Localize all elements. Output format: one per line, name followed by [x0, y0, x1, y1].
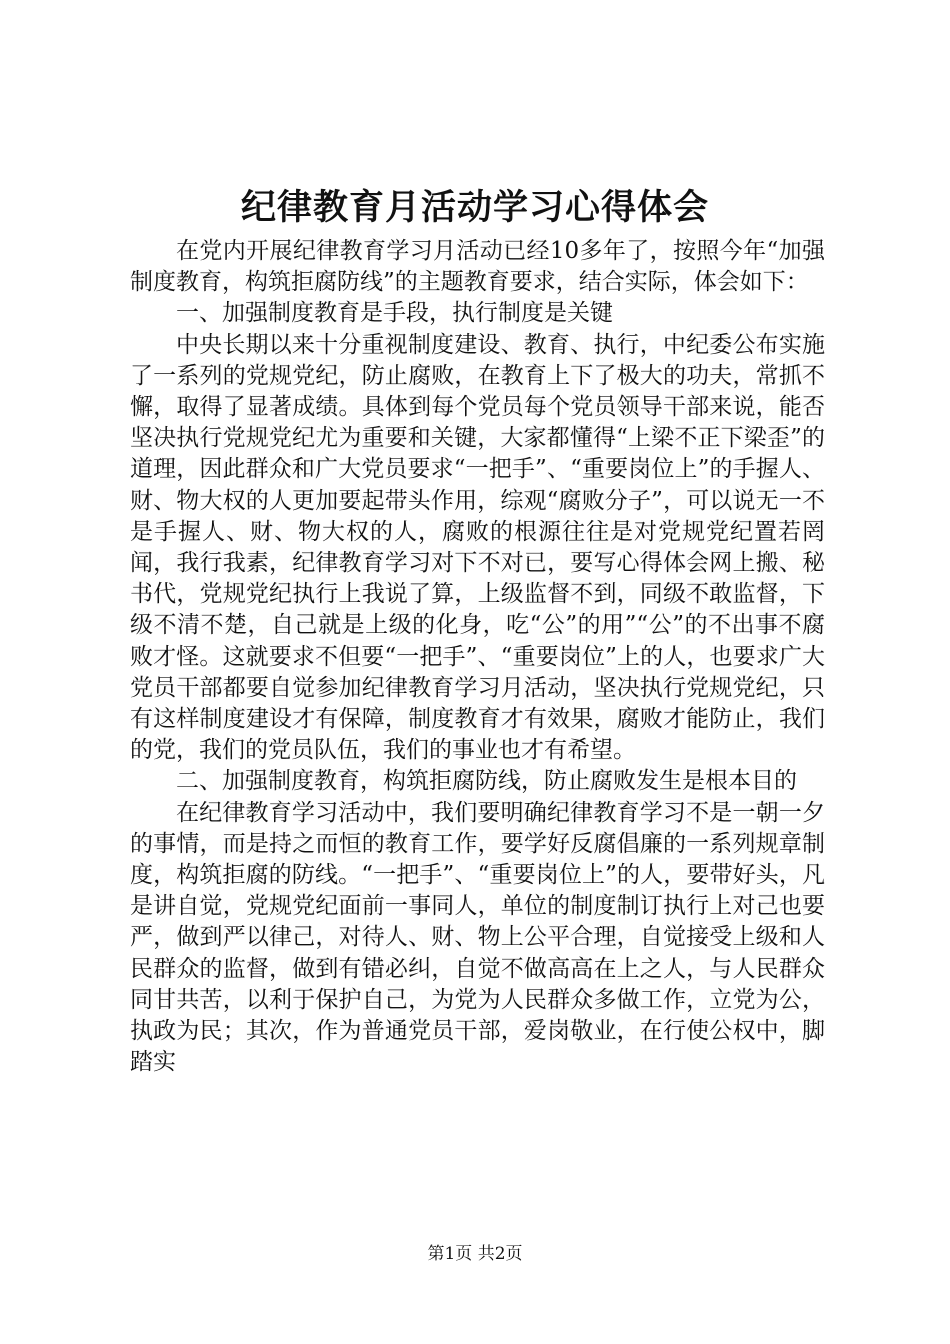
- body-paragraph-2: 在纪律教育学习活动中，我们要明确纪律教育学习不是一朝一夕的事情，而是持之而恒的教育工作，要学好反腐倡廉的一系列规章制度，构筑拒腐的防线。“一把手”、“重要岗位上”的人，要带好头，凡是讲自觉，党规党纪面前一事同人，单位的制度制订执行上对己也要严，做到严以律己，对待人、财、物上公平合理，自觉接受上级和人民群众的监督，做到有错必纠，自觉不做高高在上之人，与人民群众同甘共苦，以利于保护自己，为党为人民群众多做工作，立党为公，执政为民；其次，作为普通党员干部，爱岗敬业，在行使公权中，脚踏实: [130, 799, 825, 1076]
- intro-paragraph: 在党内开展纪律教育学习月活动已经10多年了，按照今年“加强制度教育，构筑拒腐防线”的主题教育要求，结合实际，体会如下：: [130, 238, 825, 296]
- document-title: 纪律教育月活动学习心得体会: [240, 187, 709, 228]
- body-paragraph-1: 中央长期以来十分重视制度建设、教育、执行，中纪委公布实施了一系列的党规党纪，防止腐败，在教育上下了极大的功夫，常抓不懈，取得了显著成绩。具体到每个党员每个党员领导干部来说，能否坚决执行党规党纪尤为重要和关键，大家都懂得“上梁不正下梁歪”的道理，因此群众和广大党员要求“一把手”、“重要岗位上”的手握人、财、物大权的人更加要起带头作用，综观“腐败分子”，可以说无一不是手握人、财、物大权的人，腐败的根源往往是对党规党纪置若罔闻，我行我素，纪律教育学习对下不对已，要写心得体会网上搬、秘书代，党规党纪执行上我说了算，上级监督不到，同级不敢监督，下级不清不楚，自己就是上级的化身，吃“公”的用”“公”的不出事不腐败才怪。这就要求不但要“一把手”、“重要岗位”上的人，也要求广大党员干部都要自觉参加纪律教育学习月活动，坚决执行党规党纪，只有这样制度建设才有保障，制度教育才有效果，腐败才能防止，我们的党，我们的党员队伍，我们的事业也才有希望。: [130, 331, 825, 764]
- page-number-footer: 第1页 共2页: [427, 1244, 523, 1264]
- document-body: [130, 236, 825, 1078]
- section-heading-1: 一、加强制度教育是手段，执行制度是关键: [176, 300, 613, 327]
- section-heading-2: 二、加强制度教育，构筑拒腐防线，防止腐败发生是根本目的: [176, 768, 797, 795]
